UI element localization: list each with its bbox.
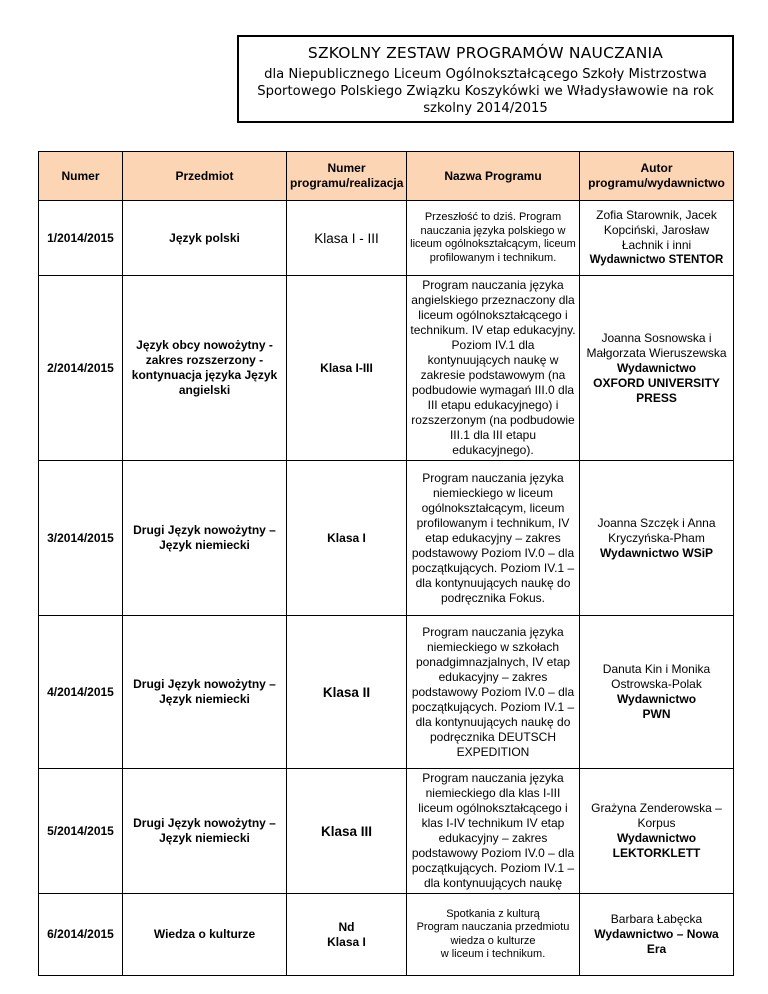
header-numer: Numer bbox=[39, 152, 123, 201]
row-klasa: Klasa III bbox=[287, 769, 407, 894]
row-program: Program nauczania języka niemieckiego dla klas I-III liceum ogólnokształcącego i klas I-IV technikum IV etap edukacyjny – zakres podstawowy Poziom IV.0 – dla początkujących. Poziom IV.1 – dla kontynuujących naukę bbox=[407, 769, 580, 894]
row-autor-name: Zofia Starownik, Jacek Kopciński, Jarosław Łachnik i inni bbox=[596, 208, 717, 252]
row-program: Przeszłość to dziś. Program nauczania języka polskiego w liceum ogólnokształcącym, liceum profilowanym i technikum. bbox=[407, 201, 580, 276]
header-numer-programu: Numer programu/realizacja bbox=[287, 152, 407, 201]
row-numer: 3/2014/2015 bbox=[39, 461, 123, 616]
row-wydawnictwo: Wydawnictwo PWN bbox=[616, 692, 697, 721]
row-autor bbox=[580, 201, 734, 276]
row-numer: 2/2014/2015 bbox=[39, 276, 123, 461]
row-wydawnictwo: Wydawnictwo – Nowa Era bbox=[594, 927, 719, 956]
row-wydawnictwo: Wydawnictwo STENTOR bbox=[589, 254, 724, 266]
row-numer: 1/2014/2015 bbox=[39, 201, 123, 276]
row-klasa: Klasa II bbox=[287, 616, 407, 769]
document-subtitle: dla Niepublicznego Liceum Ogólnokształcącego Szkoły Mistrzostwa Sportowego Polskiego Związku Koszykówki we Władysławowie na rok szkolny 2014/2015 bbox=[257, 67, 714, 116]
row-autor bbox=[580, 894, 734, 976]
table-row bbox=[39, 201, 734, 276]
row-przedmiot: Wiedza o kulturze bbox=[123, 894, 287, 976]
programs-table bbox=[38, 151, 734, 976]
table-row bbox=[39, 616, 734, 769]
table-row bbox=[39, 461, 734, 616]
row-numer: 4/2014/2015 bbox=[39, 616, 123, 769]
row-klasa: Klasa I - III bbox=[287, 201, 407, 276]
row-wydawnictwo: Wydawnictwo LEKTORKLETT bbox=[612, 831, 701, 860]
document-title-box bbox=[237, 35, 734, 123]
row-program: Program nauczania języka niemieckiego w szkołach ponadgimnazjalnych, IV etap edukacyjny – zakres podstawowy Poziom IV.0 – dla początkujących. Poziom IV.1 – dla kontynuujących naukę do podręcznika DEUTSCH EXPEDITION bbox=[407, 616, 580, 769]
row-przedmiot: Język obcy nowożytny - zakres rozszerzony - kontynuacja języka Język angielski bbox=[123, 276, 287, 461]
header-autor: Autor programu/wydawnictwo bbox=[580, 152, 734, 201]
row-program: Program nauczania języka angielskiego przeznaczony dla liceum ogólnokształcącego i technikum. IV etap edukacyjny. Poziom IV.1 dla kontynuujących naukę w zakresie podstawowym (na podbudowie wymagań III.0 dla III etapu edukacyjnego) i rozszerzonym (na podbudowie III.1 dla III etapu edukacyjnego). bbox=[407, 276, 580, 461]
row-przedmiot: Drugi Język nowożytny – Język niemiecki bbox=[123, 616, 287, 769]
row-numer: 5/2014/2015 bbox=[39, 769, 123, 894]
row-autor-name: Joanna Szczęk i Anna Kryczyńska-Pham bbox=[597, 515, 716, 545]
document-title: SZKOLNY ZESTAW PROGRAMÓW NAUCZANIA bbox=[307, 44, 664, 62]
table-header-row bbox=[39, 152, 734, 201]
table-row bbox=[39, 769, 734, 894]
row-program: Spotkania z kulturą Program nauczania przedmiotu wiedza o kulturze w liceum i technikum. bbox=[407, 894, 580, 976]
row-klasa: Nd Klasa I bbox=[287, 894, 407, 976]
table-row bbox=[39, 276, 734, 461]
row-autor bbox=[580, 461, 734, 616]
row-autor-name: Barbara Łabęcka bbox=[610, 912, 703, 926]
row-autor bbox=[580, 769, 734, 894]
row-numer: 6/2014/2015 bbox=[39, 894, 123, 976]
header-nazwa-programu: Nazwa Programu bbox=[407, 152, 580, 201]
row-wydawnictwo: Wydawnictwo OXFORD UNIVERSITY PRESS bbox=[593, 360, 720, 405]
row-autor bbox=[580, 616, 734, 769]
row-przedmiot: Drugi Język nowożytny – Język niemiecki bbox=[123, 769, 287, 894]
row-przedmiot: Język polski bbox=[123, 201, 287, 276]
row-program: Program nauczania języka niemieckiego w liceum ogólnokształcącym, liceum profilowanym i technikum, IV etap edukacyjny – zakres podstawowy Poziom IV.0 – dla początkujących. Poziom IV.1 – dla kontynuujących naukę do podręcznika Fokus. bbox=[407, 461, 580, 616]
row-klasa: Klasa I bbox=[287, 461, 407, 616]
row-wydawnictwo: Wydawnictwo WSiP bbox=[599, 545, 714, 560]
row-klasa: Klasa I-III bbox=[287, 276, 407, 461]
row-autor bbox=[580, 276, 734, 461]
row-przedmiot: Drugi Język nowożytny – Język niemiecki bbox=[123, 461, 287, 616]
row-autor-name: Danuta Kin i Monika Ostrowska-Polak bbox=[602, 662, 711, 691]
header-przedmiot: Przedmiot bbox=[123, 152, 287, 201]
row-autor-name: Joanna Sosnowska i Małgorzata Wieruszewska bbox=[586, 330, 727, 360]
table-row bbox=[39, 894, 734, 976]
row-autor-name: Grażyna Zenderowska – Korpus bbox=[591, 801, 722, 830]
